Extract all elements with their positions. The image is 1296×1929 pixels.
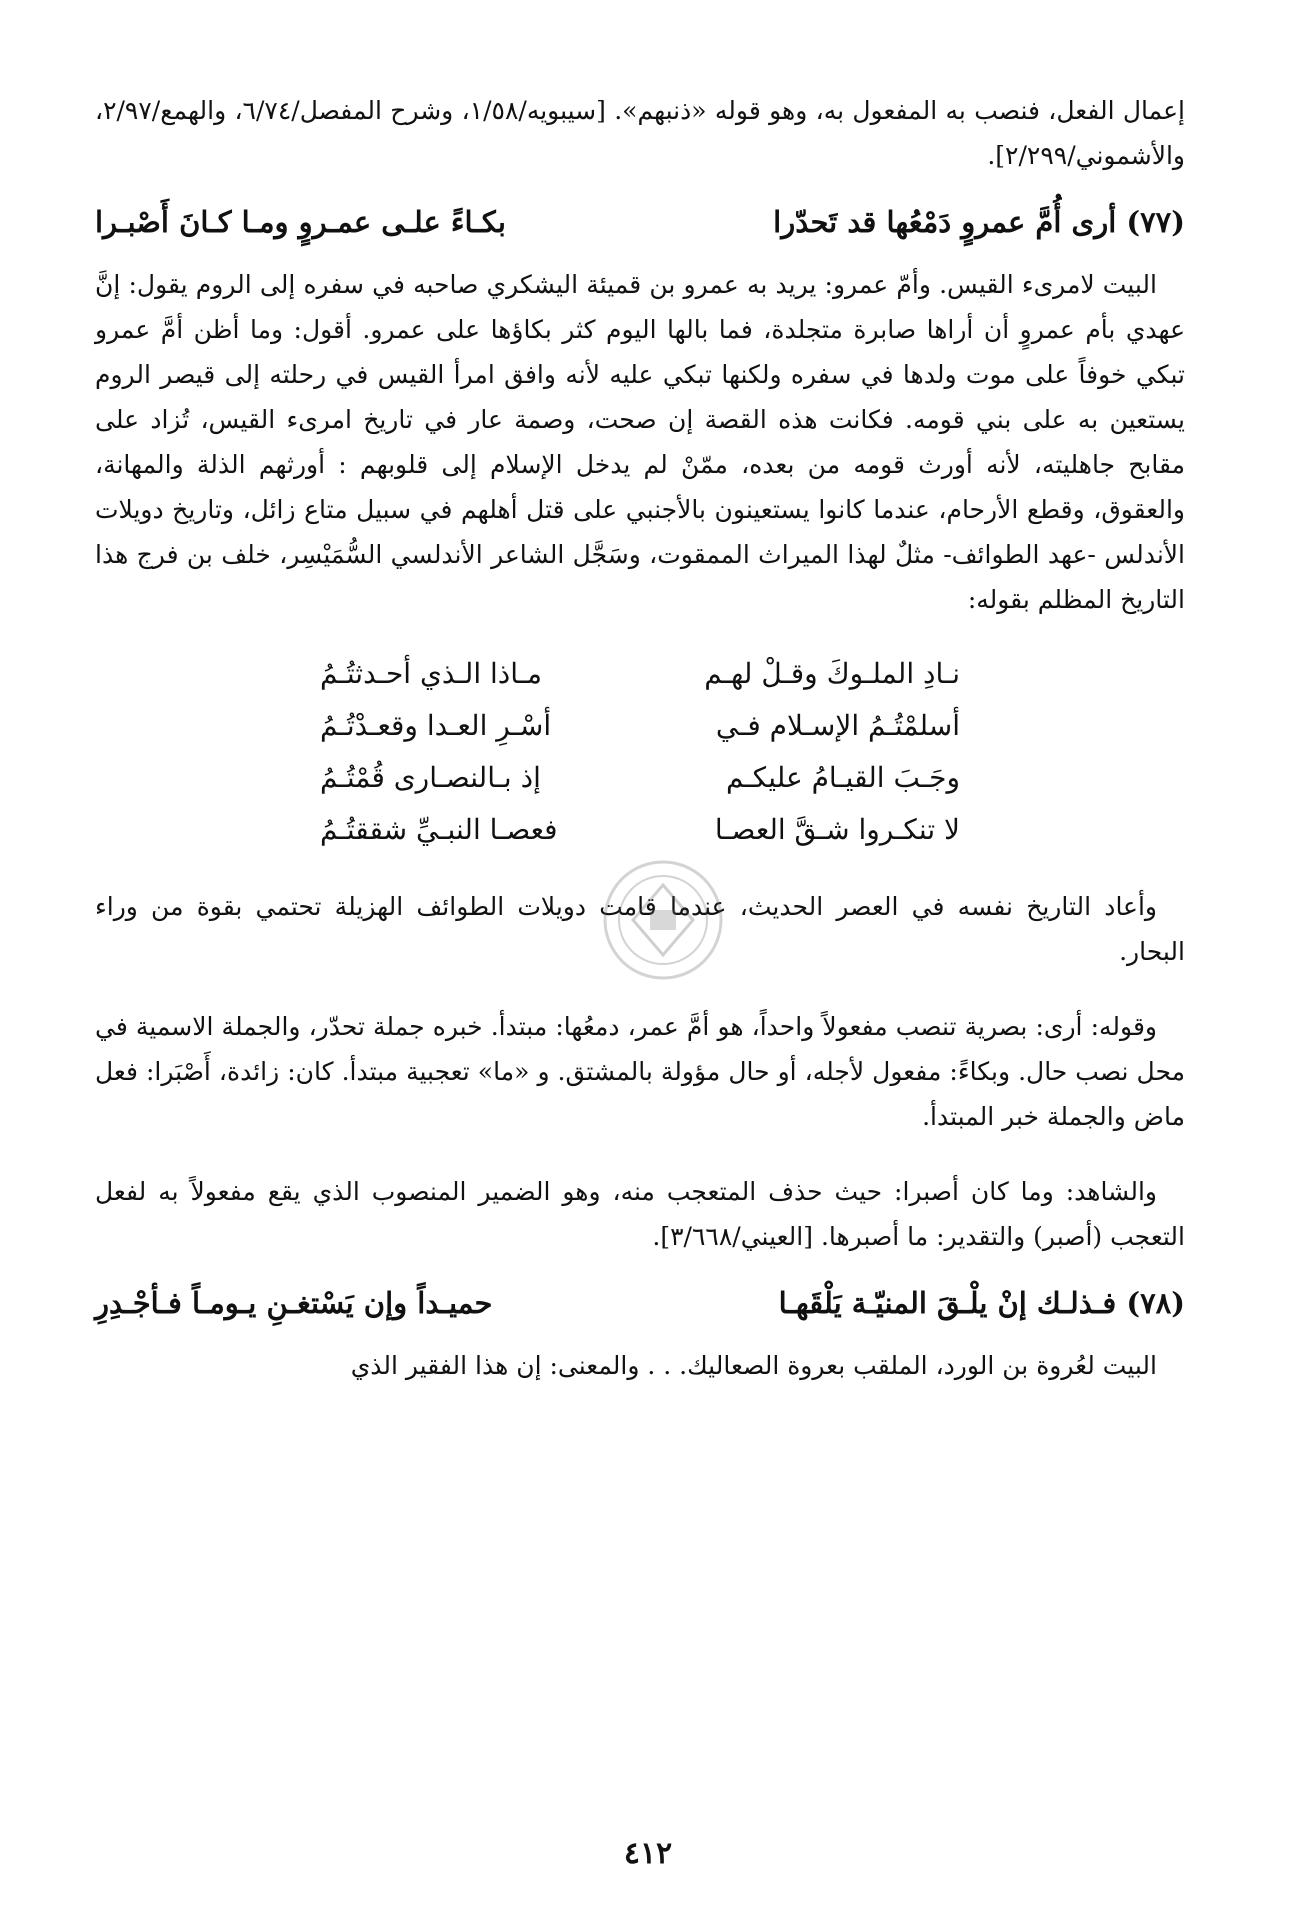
verse-77-second-hemistich: بكـاءً علـى عمـروٍ ومـا كـانَ أَصْبـرا	[95, 205, 506, 239]
poem-line	[320, 700, 960, 752]
poem-line	[320, 648, 960, 700]
poem-line-4-second: فعصـا النبـيِّ شققتُـمُ	[320, 813, 558, 846]
poem-line-2-first: أسلمْتُـمُ الإسـلام فـي	[715, 709, 960, 742]
page-number: ٤١٢	[623, 1836, 673, 1871]
verse-78-first-hemistich: (٧٨) فـذلـك إنْ يلْـقَ المنيّـة يَلْقَهـا	[778, 1286, 1185, 1320]
poem-line-2-second: أسْـرِ العـدا وقعـدْتُـمُ	[320, 709, 552, 742]
poem-line-4-first: لا تنكـروا شـقَّ العصـا	[714, 813, 960, 846]
watermark-seal	[598, 855, 728, 985]
poem-stanza	[320, 648, 960, 856]
intro-paragraph: إعمال الفعل، فنصب به المفعول به، وهو قوله «ذنبهم». [سيبويه/١/٥٨، وشرح المفصل/٦/٧٤، والهمع/٢/٩٧، والأشموني/٢/٢٩٩].	[95, 96, 1185, 170]
verse-78-second-hemistich: حميـداً وإن يَسْتغـنِ يـومـاً فـأجْـدِرِ	[95, 1286, 493, 1320]
poem-line-1-second: مـاذا الـذي أحـدثتُـمُ	[320, 657, 542, 690]
poem-line	[320, 804, 960, 856]
grammar-77-paragraph: وقوله: أرى: بصرية تنصب مفعولاً واحداً، هو أمَّ عمر، دمعُها: مبتدأ. خبره جملة تحدّر، والجملة الاسمية في محل نصب حال. وبكاءً: مفعول لأجله، أو حال مؤولة بالمشتق. و «ما» تعجبية مبتدأ. كان: زائدة، أَصْبَرا: فعل ماض والجملة خبر المبتدأ.	[95, 1012, 1185, 1131]
poem-line-3-first: وجَـبَ القيـامُ عليكـم	[725, 761, 960, 794]
after-poem-paragraph: وأعاد التاريخ نفسه في العصر الحديث، عندما قامت دويلات الطوائف الهزيلة تحتمي بقوة من وراء البحار.	[95, 892, 1185, 966]
verse-77	[95, 196, 1185, 248]
verse-78	[95, 1277, 1185, 1329]
witness-77-paragraph: والشاهد: وما كان أصبرا: حيث حذف المتعجب منه، وهو الضمير المنصوب الذي يقع مفعولاً به لفعل التعجب (أصبر) والتقدير: ما أصبرها. [العيني/٣/٦٦٨].	[95, 1177, 1185, 1251]
document-page	[95, 88, 1185, 1388]
commentary-77-paragraph: البيت لامرىء القيس. وأمّ عمرو: يريد به عمرو بن قميئة اليشكري صاحبه في سفره إلى الروم يقول: إنَّ عهدي بأم عمروٍ أن أراها صابرة متجلدة، فما بالها اليوم كثر بكاؤها على عمرو. أقول: وما أظن أمَّ عمرو تبكي خوفاً على موت ولدها في سفره ولكنها تبكي عليه لأنه وافق امرأ القيس في رحلته إلى قيصر الروم يستعين به على بني قومه. فكانت هذه القصة إن صحت، وصمة عار في تاريخ امرىء القيس، تُزاد على مقابح جاهليته، لأنه أورث قومه من بعده، ممّنْ لم يدخل الإسلام إلى قلوبهم : أورثهم الذلة والمهانة، والعقوق، وقطع الأرحام، عندما كانوا يستعينون بالأجنبي على قتل أهلهم في سبيل متاع زائل، وتاريخ دويلات الأندلس -عهد الطوائف- مثلٌ لهذا الميراث الممقوت، وسَجَّل الشاعر الأندلسي السُّمَيْسِر، خلف بن فرج هذا التاريخ المظلم بقوله:	[95, 270, 1185, 614]
poem-line	[320, 752, 960, 804]
verse-77-first-hemistich: (٧٧) أرى أُمَّ عمروٍ دَمْعُها قد تَحدّرا	[773, 205, 1185, 239]
poem-line-3-second: إذ بـالنصـارى قُمْتُـمُ	[320, 761, 541, 794]
poem-line-1-first: نـادِ الملـوكَ وقـلْ لهـم	[704, 657, 960, 690]
commentary-78-paragraph: البيت لعُروة بن الورد، الملقب بعروة الصعاليك. . . والمعنى: إن هذا الفقير الذي	[350, 1351, 1157, 1380]
